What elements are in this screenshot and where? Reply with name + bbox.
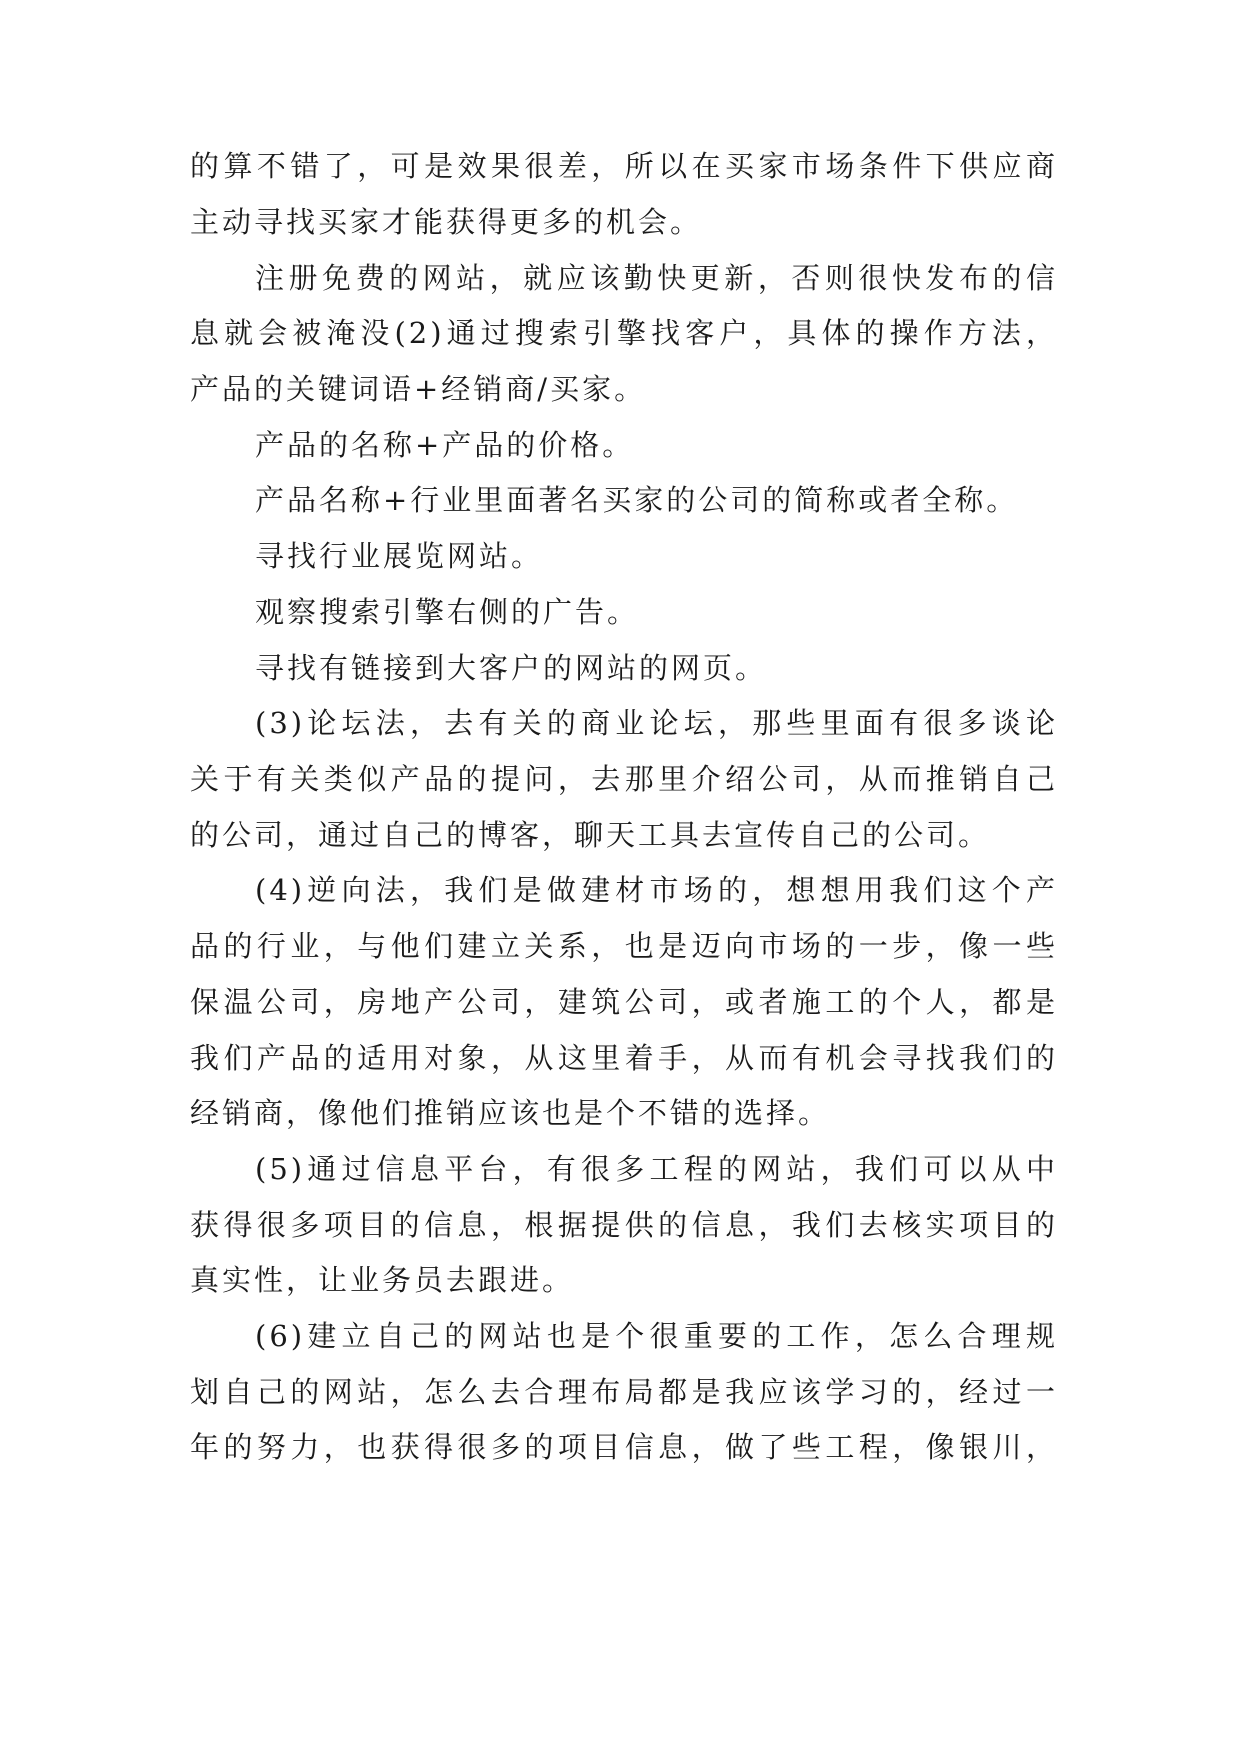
text-line: 的算不错了，可是效果很差，所以在买家市场条件下供应商 [190,149,1058,183]
text-line: 息就会被淹没(2)通过搜索引擎找客户，具体的操作方法， [190,316,1058,350]
text-line: 寻找有链接到大客户的网站的网页。 [255,651,768,685]
text-line: 真实性，让业务员去跟进。 [190,1263,575,1297]
text-line: 注册免费的网站，就应该勤快更新，否则很快发布的信 [255,261,1058,295]
text-line: 观察搜索引擎右侧的广告。 [255,595,640,629]
text-line: 经销商，像他们推销应该也是个不错的选择。 [190,1096,831,1130]
text-line: 主动寻找买家才能获得更多的机会。 [190,205,703,239]
text-line: 获得很多项目的信息，根据提供的信息，我们去核实项目的 [190,1208,1058,1242]
text-line: 保温公司，房地产公司，建筑公司，或者施工的个人，都是 [190,985,1058,1019]
text-line: 划自己的网站，怎么去合理布局都是我应该学习的，经过一 [190,1375,1058,1409]
text-line: 的公司，通过自己的博客，聊天工具去宣传自己的公司。 [190,818,991,852]
text-line: 产品的名称+产品的价格。 [255,428,635,462]
text-line: 年的努力，也获得很多的项目信息，做了些工程，像银川， [190,1430,1058,1464]
text-line: 关于有关类似产品的提问，去那里介绍公司，从而推销自己 [190,762,1058,796]
text-line: 产品名称+行业里面著名买家的公司的简称或者全称。 [255,483,1019,517]
text-line: 品的行业，与他们建立关系，也是迈向市场的一步，像一些 [190,929,1058,963]
text-line: (5)通过信息平台，有很多工程的网站，我们可以从中 [255,1152,1058,1186]
text-line: (4)逆向法，我们是做建材市场的，想想用我们这个产 [255,873,1058,907]
text-line: 产品的关键词语+经销商/买家。 [190,372,647,406]
text-line: (6)建立自己的网站也是个很重要的工作，怎么合理规 [255,1319,1058,1353]
text-line: 寻找行业展览网站。 [255,539,544,573]
text-line: 我们产品的适用对象，从这里着手，从而有机会寻找我们的 [190,1041,1058,1075]
text-line: (3)论坛法，去有关的商业论坛，那些里面有很多谈论 [255,706,1058,740]
